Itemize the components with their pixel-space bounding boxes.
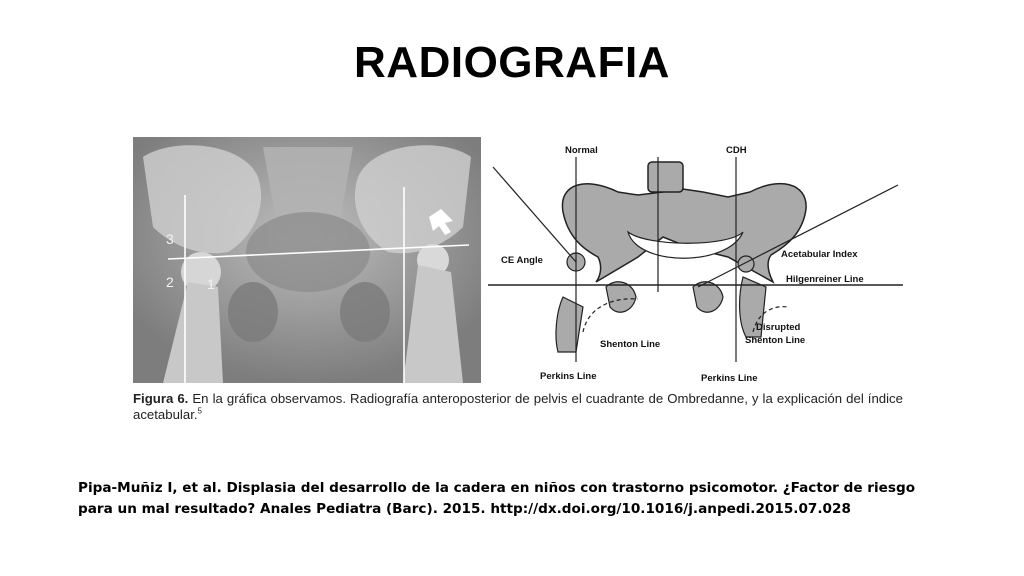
label-cdh: CDH	[726, 145, 747, 156]
caption-text: En la gráfica observamos. Radiografía anteroposterior de pelvis el cuadrante de Ombredanne, y la explicación del índice acetabular.	[133, 391, 903, 422]
label-hilgenreiner-line: Hilgenreiner Line	[786, 274, 864, 285]
slide-title: RADIOGRAFIA	[354, 38, 670, 87]
hip-dysplasia-diagram	[488, 137, 903, 387]
caption-reference-number: 5	[197, 406, 202, 416]
label-perkins-line-left: Perkins Line	[540, 371, 597, 382]
label-shenton-line: Shenton Line	[600, 339, 661, 350]
caption-label: Figura 6.	[133, 391, 189, 406]
quadrant-label-1: 1	[207, 276, 215, 292]
label-disrupted-shenton-line: Shenton Line	[745, 335, 806, 346]
quadrant-label-2: 2	[166, 274, 174, 290]
label-perkins-line-right: Perkins Line	[701, 373, 758, 384]
figure-caption	[133, 391, 903, 423]
citation-reference: Pipa-Muñiz I, et al. Displasia del desarrollo de la cadera en niños con trastorno psicomotor. ¿Factor de riesgo para un mal resultado? Anales Pediatra (Barc). 2015. http://dx.doi.org/10.1016/j.anpedi.2015.07.028	[78, 480, 916, 517]
pelvis-xray-image	[133, 137, 481, 383]
label-normal: Normal	[565, 145, 598, 156]
label-ce-angle: CE Angle	[501, 255, 543, 266]
label-acetabular-index: Acetabular Index	[781, 249, 858, 260]
quadrant-label-3: 3	[166, 231, 174, 247]
pelvis-outline	[562, 184, 806, 282]
figure-6	[133, 137, 903, 437]
label-disrupted: Disrupted	[756, 322, 801, 333]
